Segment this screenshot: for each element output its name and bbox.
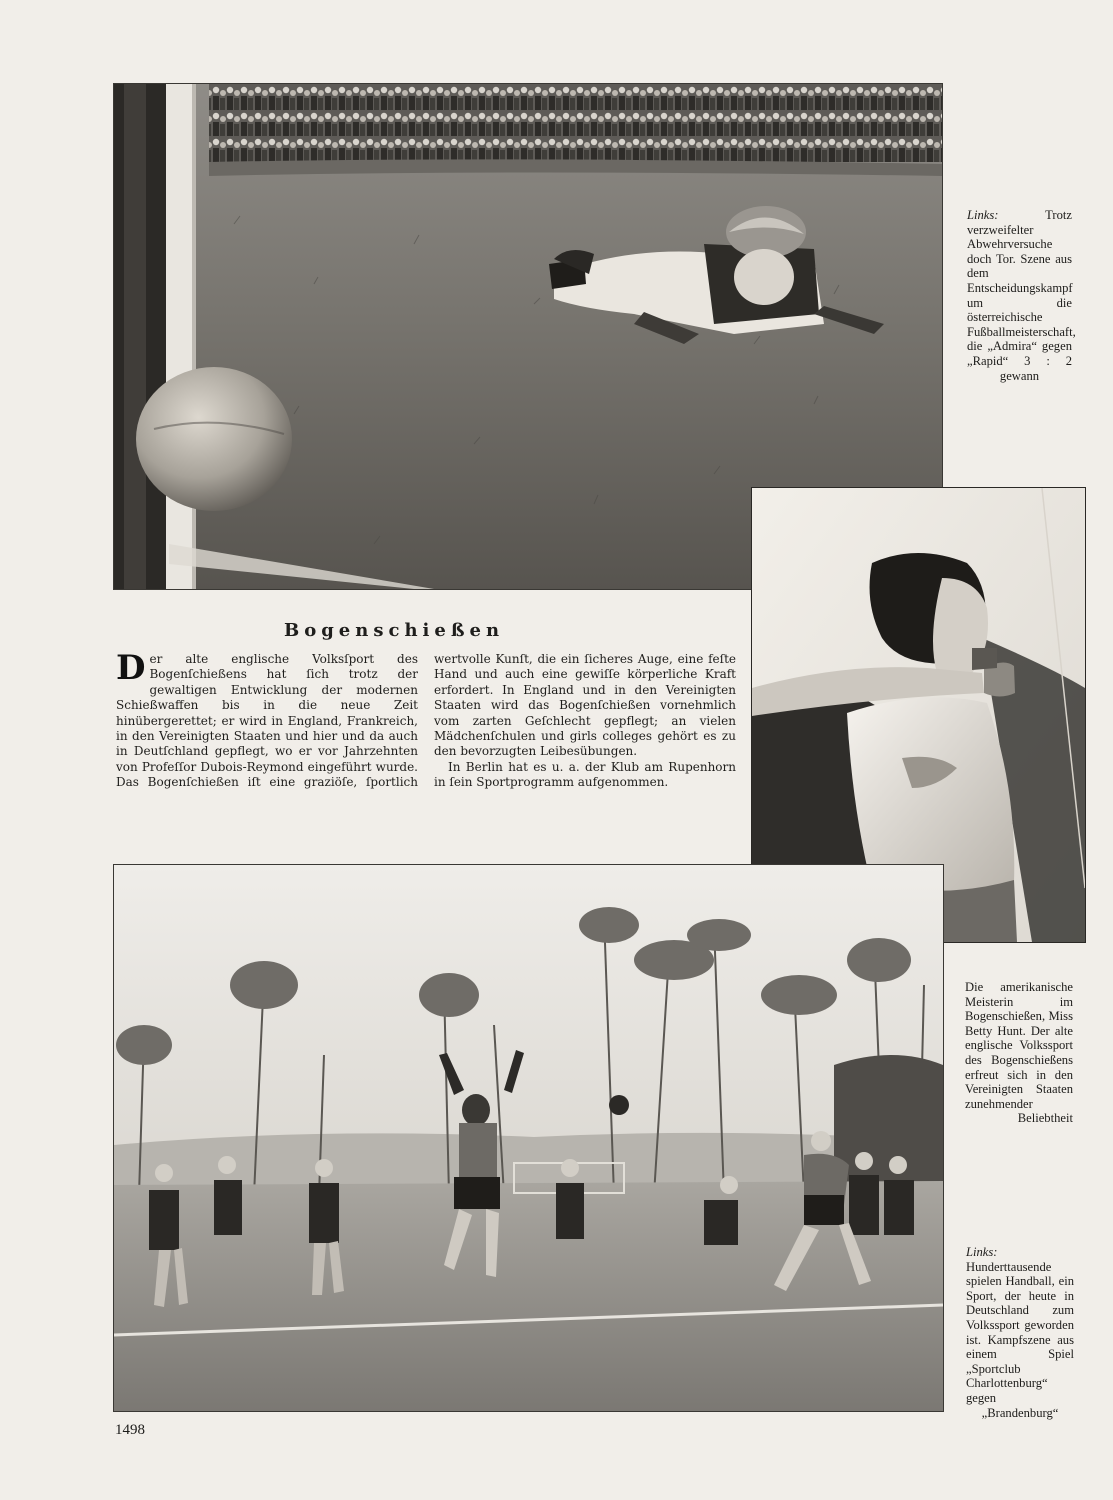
handball-caption: [966, 1245, 1074, 1420]
archer-caption-text: Die amerikanische Meisterin im Bogenschießen, Miss Betty Hunt. Der alte englische Volkssport des Bogenschießens erfreut sich in den Vereinigten Staaten zunehmender Beliebtheit: [965, 980, 1073, 1126]
handball-caption-lead: Links:: [966, 1245, 998, 1259]
article-paragraph-2: In Berlin hat es u. a. der Klub am Rupenhorn in ſein Sportprogramm aufgenommen.: [434, 759, 736, 790]
article-title: Bogenschießen: [284, 620, 505, 641]
archer-caption: [965, 980, 1073, 1126]
handball-caption-text: Hunderttausende spielen Handball, ein Sport, der heute in Deutschland zum Volkssport geworden ist. Kampfszene aus einem Spiel „Sportclub Charlottenburg“ gegen „Brandenburg“: [966, 1259, 1074, 1420]
football-caption: [967, 208, 1076, 383]
football-caption-lead: Links:: [967, 208, 999, 222]
handball-match-photo: [113, 864, 944, 1412]
article-paragraph-1-text: er alte englische Volksſport des Bogenſchießens hat ſich trotz der gewaltigen Entwicklung der modernen Schießwaffen bis in die neue Zeit hinübergerettet; er wird in England, Frankreich, in den Vereinigten Staaten und hier und da auch in Deutſchland gepflegt, wo er vor Jahrzehnten von Profeſſor Dubois-Reymond eingeführt wurde. Das Bogenſchießen iſt eine graziöſe, ſportlich wertvolle Kunſt, die ein ſicheres Auge, eine feſte Hand und auch eine gewiſſe körperliche Kraft erfordert. In England und in den Vereinigten Staaten wird das Bogenſchießen vornehmlich vom zarten Geſchlecht gepflegt; an vielen Mädchenſchulen und girls colleges gehört es zu den bevorzugten Leibesübungen.: [116, 652, 736, 790]
article-body: [116, 648, 736, 791]
article-dropcap: D: [116, 648, 146, 688]
football-caption-text: Trotz verzweifelter Abwehrversuche doch Tor. Szene aus dem Entscheidungskampf um die österreichische Fußballmeisterschaft, die „Admira“ gegen „Rapid“ 3 : 2 gewann: [967, 208, 1076, 383]
page-number: 1498: [115, 1422, 145, 1438]
